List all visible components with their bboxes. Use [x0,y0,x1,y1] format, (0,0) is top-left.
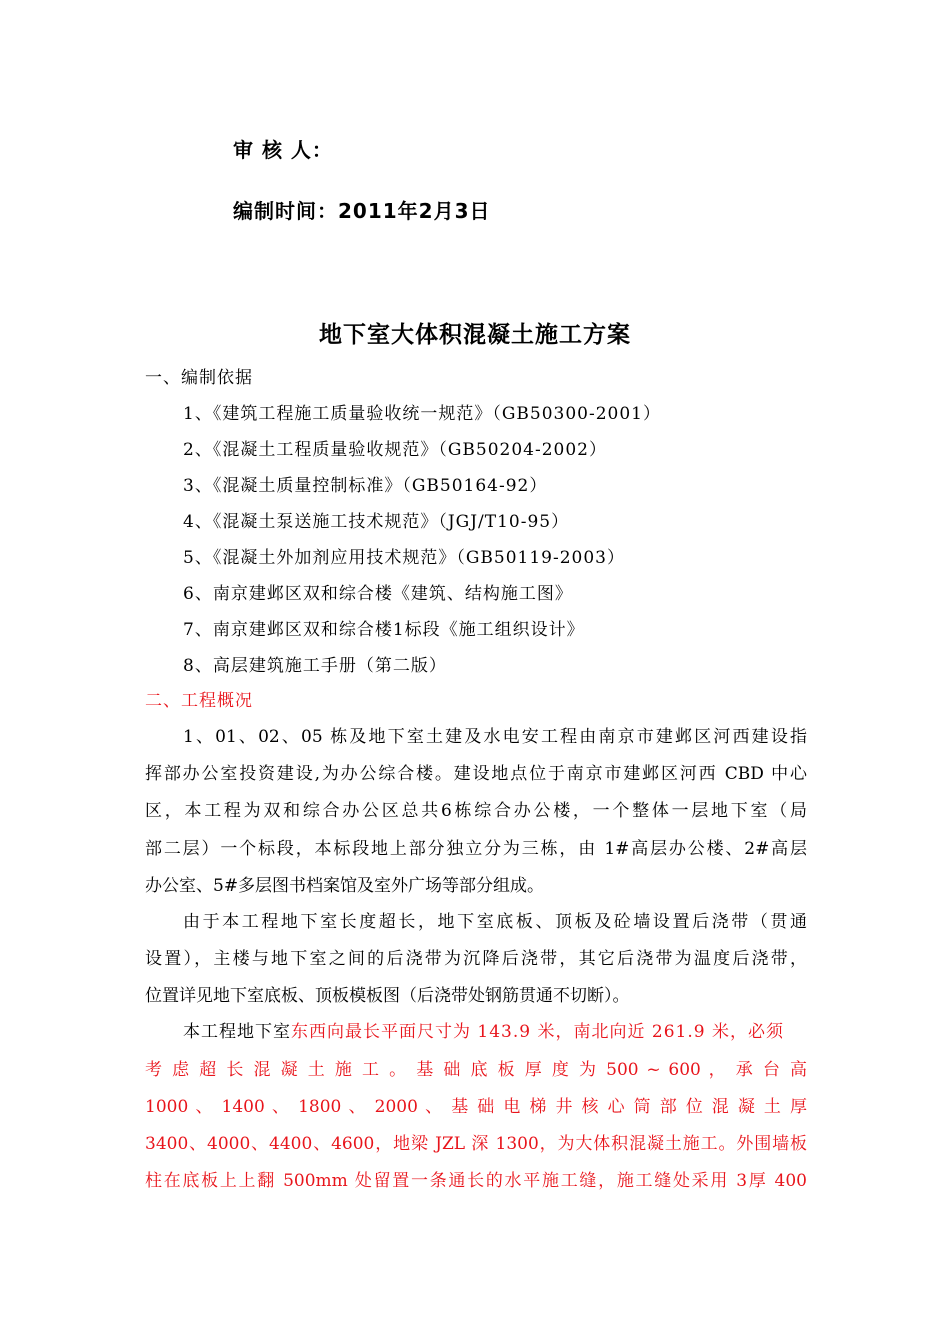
reference-item: 6、南京建邺区双和综合楼《建筑、结构施工图》 [183,584,573,604]
paragraph-line: 设置），主楼与地下室之间的后浇带为沉降后浇带，其它后浇带为温度后浇带， [145,949,807,969]
reviewer-label: 审 核 人： [233,138,333,162]
paragraph-line: 挥部办公室投资建设,为办公综合楼。建设地点位于南京市建邺区河西 CBD 中心 [145,764,807,784]
paragraph-prefix: 本工程地下室 [183,1022,291,1042]
section-1-heading: 一、编制依据 [145,368,253,388]
paragraph-line: 由于本工程地下室长度超长，地下室底板、顶板及砼墙设置后浇带（贯通 [183,912,807,932]
reference-item: 4、《混凝土泵送施工技术规范》（JGJ/T10-95） [183,512,570,532]
reference-item: 1、《建筑工程施工质量验收统一规范》（GB50300-2001） [183,404,661,424]
reference-item: 8、高层建筑施工手册（第二版） [183,656,447,676]
paragraph-line: 部二层）一个标段，本标段地上部分独立分为三栋，由 1#高层办公楼、2#高层 [145,839,807,859]
reference-item: 7、南京建邺区双和综合楼1标段《施工组织设计》 [183,620,585,640]
paragraph-line: 考 虑 超 长 混 凝 土 施 工 。 基 础 底 板 厚 度 为 500 ~ 600 ， 承 台 高 [145,1060,807,1080]
paragraph-line: 1、01、02、05 栋及地下室土建及水电安工程由南京市建邺区河西建设指 [183,727,807,747]
paragraph-line: 区，本工程为双和综合办公区总共6栋综合办公楼，一个整体一层地下室（局 [145,801,807,821]
reference-item: 5、《混凝土外加剂应用技术规范》（GB50119-2003） [183,548,625,568]
date-label: 编制时间：2011年2月3日 [233,199,491,223]
paragraph-line: 1000 、 1400 、 1800 、 2000 、 基 础 电 梯 井 核 心 筒 部 位 混 凝 土 厚 [145,1097,807,1117]
paragraph-line: 办公室、5#多层图书档案馆及室外广场等部分组成。 [145,876,545,896]
paragraph-line: 3400、4000、4400、4600，地梁 JZL 深 1300，为大体积混凝土施工。外围墙板 [145,1134,807,1154]
reference-item: 3、《混凝土质量控制标准》（GB50164-92） [183,476,548,496]
section-2-heading: 二、工程概况 [145,691,253,711]
highlighted-text: 东西向最长平面尺寸为 143.9 米，南北向近 261.9 米，必须 [291,1022,784,1042]
reference-item: 2、《混凝土工程质量验收规范》（GB50204-2002） [183,440,607,460]
paragraph-line: 柱在底板上上翻 500mm 处留置一条通长的水平施工缝，施工缝处采用 3厚 400 [145,1171,807,1191]
paragraph-line: 位置详见地下室底板、顶板模板图（后浇带处钢筋贯通不切断）。 [145,986,630,1006]
document-title: 地下室大体积混凝土施工方案 [319,322,631,348]
paragraph-line [183,1022,784,1042]
